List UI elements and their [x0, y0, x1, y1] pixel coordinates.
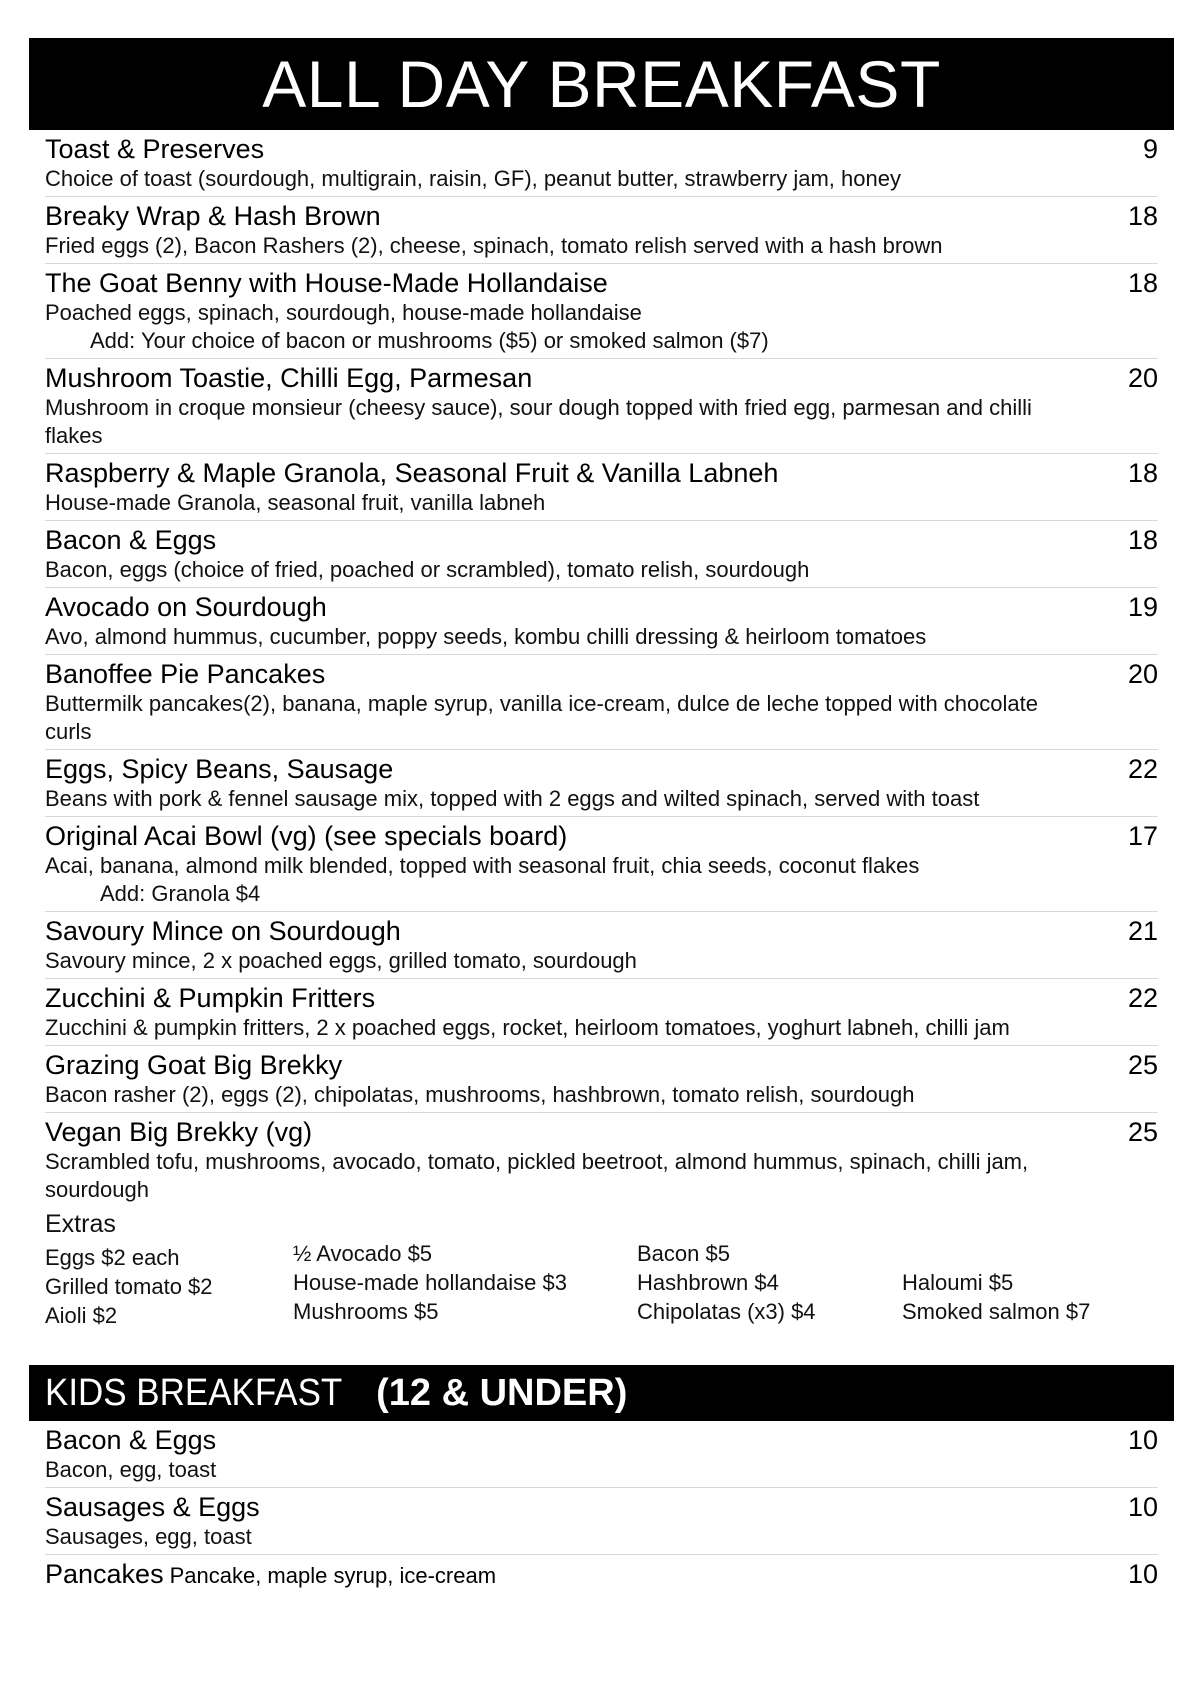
item-price: 10 — [1127, 1492, 1158, 1522]
kids-items — [29, 1421, 1174, 1595]
item-price: 10 — [1127, 1559, 1158, 1589]
item-description: Bacon, egg, toast — [45, 1457, 217, 1482]
menu-item — [45, 588, 1158, 655]
item-price: 10 — [1127, 1425, 1158, 1455]
item-description: Scrambled tofu, mushrooms, avocado, tomato, pickled beetroot, almond hummus, spinach, chilli jam, sourdough — [45, 1149, 1029, 1202]
item-name: Mushroom Toastie, Chilli Egg, Parmesan — [45, 363, 533, 393]
extras-column — [293, 1239, 637, 1330]
item-name: Original Acai Bowl (vg) (see specials board) — [45, 821, 568, 851]
extra-item: Haloumi $5 — [902, 1270, 1014, 1295]
item-price: 18 — [1127, 458, 1158, 488]
item-name: Zucchini & Pumpkin Fritters — [45, 983, 376, 1013]
item-name: Sausages & Eggs — [45, 1492, 260, 1522]
kids-header — [29, 1365, 1174, 1421]
item-name: Banoffee Pie Pancakes — [45, 659, 326, 689]
item-price: 22 — [1127, 754, 1158, 784]
breakfast-items — [29, 130, 1174, 1207]
item-price: 9 — [1142, 134, 1158, 164]
menu-item — [45, 1113, 1158, 1207]
item-price: 18 — [1127, 525, 1158, 555]
extras-column — [637, 1239, 902, 1330]
item-name: Breaky Wrap & Hash Brown — [45, 201, 381, 231]
extras-column — [45, 1239, 293, 1330]
item-price: 22 — [1127, 983, 1158, 1013]
item-name: Bacon & Eggs — [45, 1425, 217, 1455]
menu-item — [45, 979, 1158, 1046]
kids-title: KIDS BREAKFAST — [45, 1372, 343, 1414]
item-price: 25 — [1127, 1050, 1158, 1080]
item-description: Mushroom in croque monsieur (cheesy sauce), sour dough topped with fried egg, parmesan and chilli flakes — [45, 395, 1032, 448]
menu-item — [45, 264, 1158, 359]
item-price: 20 — [1127, 363, 1158, 393]
item-description: House-made Granola, seasonal fruit, vanilla labneh — [45, 490, 546, 515]
breakfast-header — [29, 38, 1174, 130]
item-price: 17 — [1127, 821, 1158, 851]
item-name: Pancakes — [45, 1559, 164, 1589]
item-price: 19 — [1127, 592, 1158, 622]
extra-item: Hashbrown $4 — [637, 1270, 779, 1295]
item-description: Poached eggs, spinach, sourdough, house-made hollandaise — [45, 300, 642, 325]
menu-item — [45, 1046, 1158, 1113]
item-description: Zucchini & pumpkin fritters, 2 x poached eggs, rocket, heirloom tomatoes, yoghurt labneh, chilli jam — [45, 1015, 1010, 1040]
item-name: Toast & Preserves — [45, 134, 265, 164]
item-name: Bacon & Eggs — [45, 525, 217, 555]
item-name: Raspberry & Maple Granola, Seasonal Fruit & Vanilla Labneh — [45, 458, 779, 488]
extra-item: Mushrooms $5 — [293, 1299, 439, 1324]
menu-item — [45, 197, 1158, 264]
item-price: 25 — [1127, 1117, 1158, 1147]
item-name: Grazing Goat Big Brekky — [45, 1050, 343, 1080]
breakfast-title: ALL DAY BREAKFAST — [262, 47, 941, 121]
item-price: 20 — [1127, 659, 1158, 689]
item-description: Bacon, eggs (choice of fried, poached or scrambled), tomato relish, sourdough — [45, 557, 810, 582]
menu-item — [45, 912, 1158, 979]
item-price: 18 — [1127, 201, 1158, 231]
item-description: Buttermilk pancakes(2), banana, maple syrup, vanilla ice-cream, dulce de leche topped with chocolate curls — [45, 691, 1038, 744]
menu-item — [45, 817, 1158, 912]
extra-item: Eggs $2 each — [45, 1245, 180, 1270]
menu-item — [45, 359, 1158, 454]
item-description: Fried eggs (2), Bacon Rashers (2), cheese, spinach, tomato relish served with a hash brown — [45, 233, 943, 258]
item-name: Avocado on Sourdough — [45, 592, 327, 622]
menu-page — [29, 38, 1174, 1595]
item-addon: Add: Your choice of bacon or mushrooms ($5) or smoked salmon ($7) — [90, 328, 769, 353]
menu-item — [45, 521, 1158, 588]
extra-item: Bacon $5 — [637, 1241, 730, 1266]
kids-menu-item — [45, 1421, 1158, 1488]
item-name: Vegan Big Brekky (vg) — [45, 1117, 313, 1147]
item-description: Pancake, maple syrup, ice-cream — [169, 1563, 497, 1588]
menu-item — [45, 655, 1158, 750]
item-addon: Add: Granola $4 — [100, 881, 261, 906]
extra-item: Grilled tomato $2 — [45, 1274, 213, 1299]
menu-item — [45, 454, 1158, 521]
item-description: Sausages, egg, toast — [45, 1524, 252, 1549]
extra-item: Smoked salmon $7 — [902, 1299, 1091, 1324]
item-name: The Goat Benny with House-Made Hollandaise — [45, 268, 608, 298]
extras-section — [29, 1209, 1174, 1330]
kids-menu-item — [45, 1555, 1158, 1595]
item-name: Savoury Mince on Sourdough — [45, 916, 401, 946]
item-price: 21 — [1127, 916, 1158, 946]
item-description: Avo, almond hummus, cucumber, poppy seeds, kombu chilli dressing & heirloom tomatoes — [45, 624, 927, 649]
item-description: Savoury mince, 2 x poached eggs, grilled tomato, sourdough — [45, 948, 637, 973]
item-description: Choice of toast (sourdough, multigrain, raisin, GF), peanut butter, strawberry jam, honey — [45, 166, 901, 191]
item-price: 18 — [1127, 268, 1158, 298]
extras-column — [902, 1239, 1132, 1330]
menu-item — [45, 130, 1158, 197]
kids-subtitle: (12 & UNDER) — [376, 1372, 628, 1414]
item-description: Bacon rasher (2), eggs (2), chipolatas, mushrooms, hashbrown, tomato relish, sourdough — [45, 1082, 915, 1107]
kids-menu-item — [45, 1488, 1158, 1555]
item-description: Acai, banana, almond milk blended, topped with seasonal fruit, chia seeds, coconut flakes — [45, 853, 920, 878]
item-name: Eggs, Spicy Beans, Sausage — [45, 754, 394, 784]
menu-item — [45, 750, 1158, 817]
extra-item: Chipolatas (x3) $4 — [637, 1299, 816, 1324]
extra-item: Aioli $2 — [45, 1303, 118, 1328]
extras-title: Extras — [45, 1210, 116, 1238]
extra-item: House-made hollandaise $3 — [293, 1270, 567, 1295]
extra-item: ½ Avocado $5 — [293, 1241, 433, 1266]
item-description: Beans with pork & fennel sausage mix, topped with 2 eggs and wilted spinach, served with toast — [45, 786, 980, 811]
